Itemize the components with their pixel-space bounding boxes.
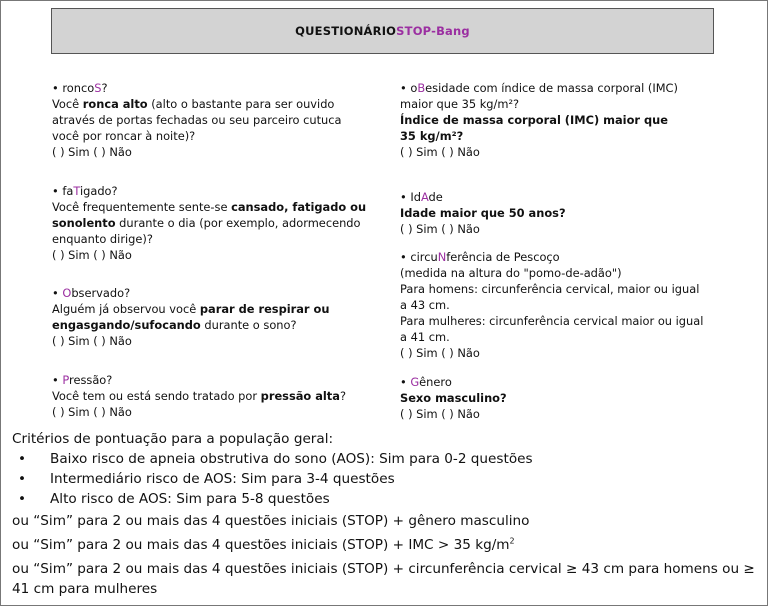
question-text-line: Idade maior que 50 anos? <box>400 206 566 220</box>
question-text-line: a 43 cm. <box>400 298 450 312</box>
answer-options[interactable]: ( ) Sim ( ) Não <box>52 248 132 262</box>
header-title: QUESTIONÁRIO <box>295 24 397 38</box>
question-text-line: enquanto dirige)? <box>52 232 153 246</box>
answer-options[interactable]: ( ) Sim ( ) Não <box>52 145 132 159</box>
answer-options[interactable]: ( ) Sim ( ) Não <box>400 145 480 159</box>
question-neck <box>400 249 703 361</box>
question-text-line: Para homens: circunferência cervical, maior ou igual <box>400 282 700 296</box>
answer-options[interactable]: ( ) Sim ( ) Não <box>52 405 132 419</box>
question-tired <box>52 183 366 263</box>
question-text-line: (medida na altura do "pomo-de-adão") <box>400 266 622 280</box>
question-title: • Gênero <box>400 375 452 389</box>
question-title: • faTigado? <box>52 184 118 198</box>
question-text-line: Para mulheres: circunferência cervical maior ou igual <box>400 314 704 328</box>
question-text-line: através de portas fechadas ou seu parceiro cutuca <box>52 113 342 127</box>
question-title: • IdAde <box>400 190 443 204</box>
question-observed <box>52 285 329 349</box>
question-text-line: Índice de massa corporal (IMC) maior que <box>400 113 668 127</box>
questionnaire-header <box>51 8 714 54</box>
answer-options[interactable]: ( ) Sim ( ) Não <box>52 334 132 348</box>
question-text-line: Você ronca alto (alto o bastante para ser ouvido <box>52 97 335 111</box>
question-snoring <box>52 80 342 160</box>
question-title: • oBesidade com índice de massa corporal (IMC) <box>400 81 678 95</box>
question-text-line: 35 kg/m²? <box>400 129 464 143</box>
bullet-icon: • <box>18 451 27 467</box>
question-bmi <box>400 80 678 160</box>
answer-options[interactable]: ( ) Sim ( ) Não <box>400 222 480 236</box>
question-text-line: Você frequentemente sente-se cansado, fatigado ou <box>52 200 367 214</box>
question-gender <box>400 374 507 422</box>
question-text-line: a 41 cm. <box>400 330 450 344</box>
scoring-criteria <box>12 429 764 599</box>
criteria-item: • Alto risco de AOS: Sim para 5-8 questões <box>18 491 330 507</box>
header-title-accent: STOP-Bang <box>396 24 470 38</box>
question-title: • Pressão? <box>52 373 113 387</box>
question-title: • roncoS? <box>52 81 108 95</box>
question-title: • circuNferência de Pescoço <box>400 250 560 264</box>
criteria-item: • Baixo risco de apneia obstrutiva do sono (AOS): Sim para 0-2 questões <box>18 451 533 467</box>
question-pressure <box>52 372 346 420</box>
question-text-line: engasgando/sufocando durante o sono? <box>52 318 297 332</box>
question-text-line: você por roncar à noite)? <box>52 129 196 143</box>
answer-options[interactable]: ( ) Sim ( ) Não <box>400 407 480 421</box>
criteria-or-line: ou “Sim” para 2 ou mais das 4 questões iniciais (STOP) + gênero masculino <box>12 513 530 529</box>
question-text-line: maior que 35 kg/m²? <box>400 97 520 111</box>
bullet-icon: • <box>18 471 27 487</box>
criteria-or-line: ou “Sim” para 2 ou mais das 4 questões iniciais (STOP) + circunferência cervical ≥ 43 cm para homens ou ≥ 41 cm para mulheres <box>12 561 755 597</box>
criteria-title: Critérios de pontuação para a população geral: <box>12 431 334 447</box>
criteria-or-line: ou “Sim” para 2 ou mais das 4 questões iniciais (STOP) + IMC > 35 $kg/m^2$ <box>12 536 515 553</box>
criteria-item: • Intermediário risco de AOS: Sim para 3-4 questões <box>18 471 395 487</box>
question-title: • Observado? <box>52 286 131 300</box>
answer-options[interactable]: ( ) Sim ( ) Não <box>400 346 480 360</box>
question-text-line: Você tem ou está sendo tratado por pressão alta? <box>52 389 346 403</box>
question-text-line: Sexo masculino? <box>400 391 507 405</box>
question-text-line: Alguém já observou você parar de respirar ou <box>52 302 330 316</box>
question-text-line: sonolento durante o dia (por exemplo, adormecendo <box>52 216 361 230</box>
bullet-icon: • <box>18 491 27 507</box>
question-age <box>400 189 566 237</box>
